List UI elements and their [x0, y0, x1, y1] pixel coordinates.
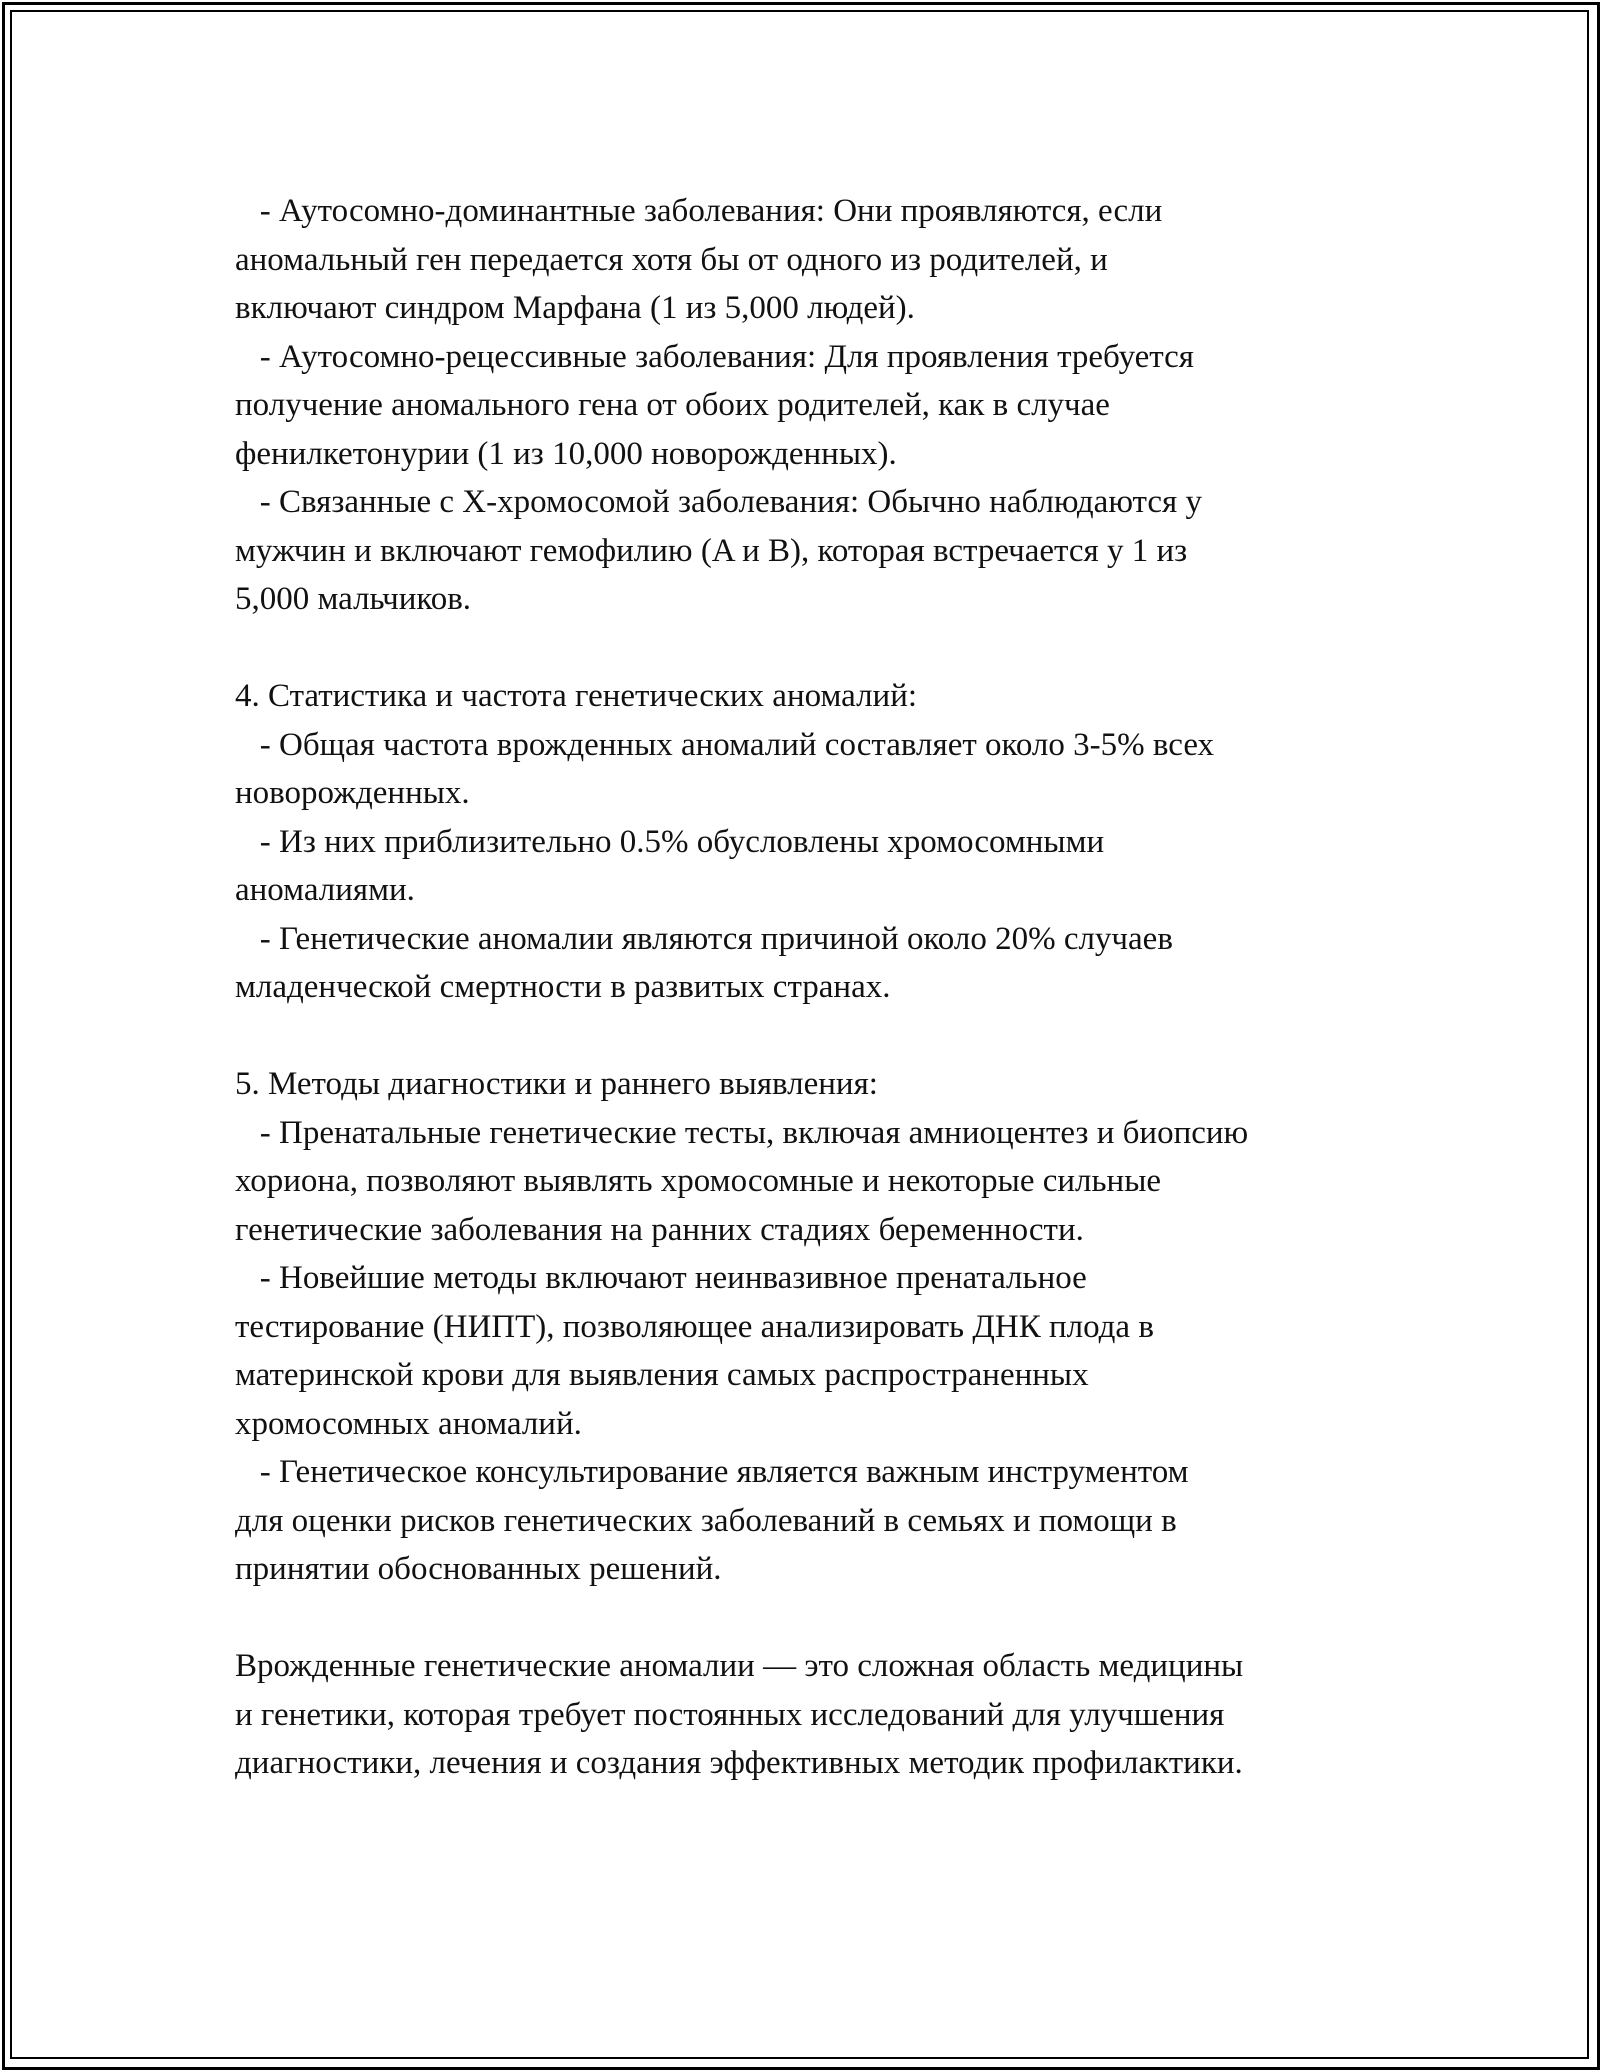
conclusion-line: и генетики, которая требует постоянных исследований для улучшения	[235, 1696, 1225, 1733]
text-line: - Новейшие методы включают неинвазивное пренатальное	[235, 1260, 1087, 1296]
text-line: - Аутосомно-рецессивные заболевания: Для проявления требуется	[235, 338, 1194, 375]
text-line: - Пренатальные генетические тесты, включая амниоцентез и биопсию	[235, 1114, 1249, 1151]
document-body	[235, 187, 1415, 1788]
text-line: - Генетическое консультирование является важным инструментом	[235, 1454, 1189, 1490]
text-line: для оценки рисков генетических заболеваний в семьях и помощи в	[235, 1502, 1177, 1539]
text-line: генетические заболевания на ранних стадиях беременности.	[235, 1211, 1084, 1248]
paragraph-spacer	[235, 624, 1415, 673]
text-line: - Аутосомно-доминантные заболевания: Они проявляются, если	[235, 193, 1163, 229]
text-line: получение аномального гена от обоих родителей, как в случае	[235, 387, 1110, 423]
text-line: мужчин и включают гемофилию (A и B), которая встречается у 1 из	[235, 532, 1188, 569]
section-heading: 5. Методы диагностики и раннего выявления:	[235, 1066, 878, 1102]
conclusion-line: Врожденные генетические аномалии — это сложная область медицины	[235, 1648, 1244, 1684]
text-line: аномальный ген передается хотя бы от одного из родителей, и	[235, 241, 1108, 278]
text-line: 5,000 мальчиков.	[235, 581, 472, 617]
paragraph-spacer	[235, 1012, 1415, 1061]
conclusion-line: диагностики, лечения и создания эффективных методик профилактики.	[235, 1745, 1243, 1781]
text-line: материнской крови для выявления самых распространенных	[235, 1357, 1089, 1393]
text-line: - Общая частота врожденных аномалий составляет около 3-5% всех	[235, 726, 1215, 763]
text-line: новорожденных.	[235, 775, 470, 811]
text-line: фенилкетонурии (1 из 10,000 новорожденных).	[235, 435, 897, 472]
section-heading: 4. Статистика и частота генетических аномалий:	[235, 678, 918, 714]
paragraph-spacer	[235, 1594, 1415, 1643]
text-line: - Из них приблизительно 0.5% обусловлены хромосомными	[235, 823, 1105, 860]
text-line: аномалиями.	[235, 872, 415, 908]
text-line: включают синдром Марфана (1 из 5,000 людей).	[235, 290, 915, 326]
text-line: принятии обоснованных решений.	[235, 1551, 722, 1587]
text-line: младенческой смертности в развитых странах.	[235, 969, 891, 1005]
text-line: хориона, позволяют выявлять хромосомные и некоторые сильные	[235, 1163, 1162, 1199]
text-line: - Связанные с X-хромосомой заболевания: Обычно наблюдаются у	[235, 484, 1202, 520]
text-line: тестирование (НИПТ), позволяющее анализировать ДНК плода в	[235, 1308, 1154, 1345]
text-line: - Генетические аномалии являются причиной около 20% случаев	[235, 920, 1173, 957]
text-line: хромосомных аномалий.	[235, 1405, 582, 1442]
